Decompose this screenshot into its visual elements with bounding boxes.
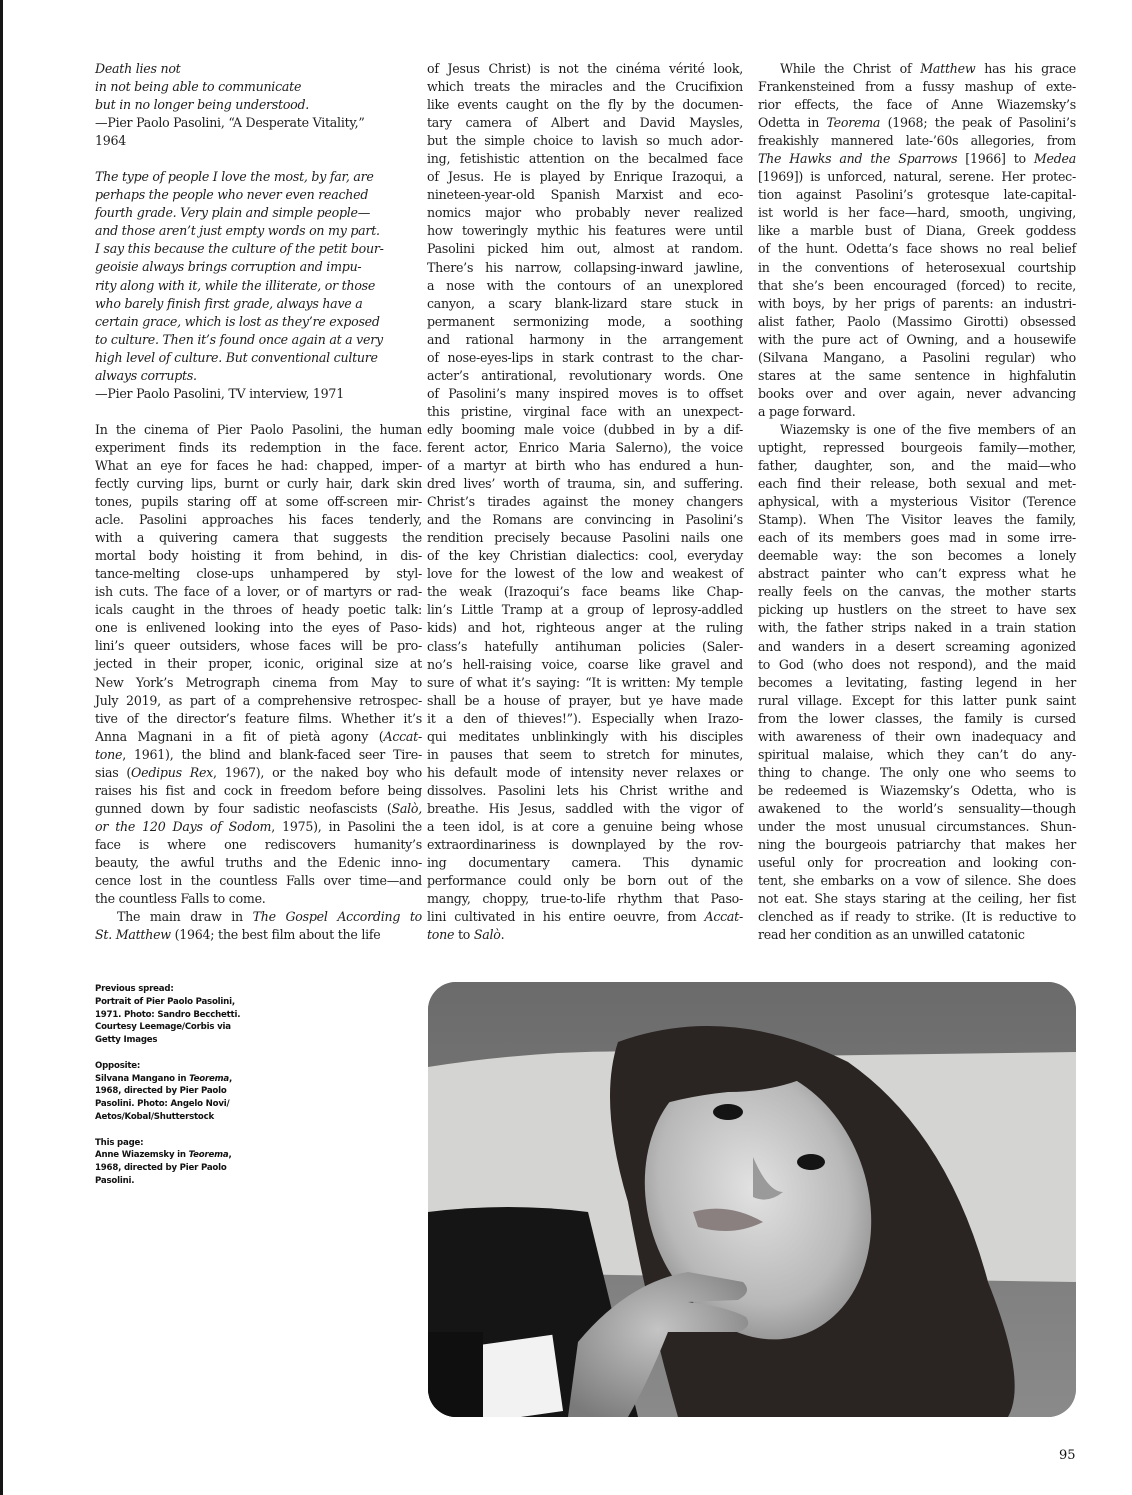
text-line: under the most unusual circumstances. Shun- [758,818,1076,834]
page-edge-rule [0,0,3,1495]
text-line: how toweringly mythic his features were until [427,223,743,239]
text-line: that she’s been encouraged (forced) to recite, [758,277,1076,293]
text-line: of nose-eyes-lips in stark contrast to the char- [427,349,743,365]
text-line: The Hawks and the Sparrows [1966] to Medea [758,151,1076,167]
text-line: no’s hell-raising voice, coarse like gravel and [427,656,743,672]
text-line: sure of what it’s saying: “It is written: My temple [427,674,743,690]
text-line: ist world is her face—hard, smooth, ungiving, [758,205,1076,221]
text-line: tent, she embarks on a vow of silence. She does [758,873,1076,889]
text-line: be redeemed is Wiazemsky’s Odetta, who is [758,782,1076,798]
text-line: always corrupts. [95,367,197,383]
text-line: books over and over again, never advancing [758,385,1076,401]
text-line: not eat. She stays staring at the ceiling, her fist [758,891,1076,907]
paragraph [427,60,743,944]
text-line: his default mode of intensity never relaxes or [427,764,743,780]
text-line: There’s his narrow, collapsing-inward jawline, [427,259,743,275]
text-line: like events caught on the fly by the documen- [427,97,743,113]
text-line: aphysical, with a mysterious Visitor (Terence [758,494,1076,510]
text-line: tion against Pasolini’s grotesque late-capital- [758,187,1076,203]
text-line: with boys, by her prigs of parents: an industri- [758,295,1076,311]
text-line: tone, 1961), the blind and blank-faced seer Tire- [95,746,422,762]
text-line: Stamp). When The Visitor leaves the family, [758,512,1076,528]
text-line: each find their release, both sexual and met- [758,476,1076,492]
text-line: awakened to the world’s sensuality—though [758,800,1076,816]
text-line: tary camera of Albert and David Maysles, [427,115,743,131]
text-line: with awareness of their own inadequacy and [758,728,1076,744]
text-line: Wiazemsky is one of the five members of an [780,421,1076,437]
text-line: New York’s Metrograph cinema from May to [95,674,422,690]
text-line: acle. Pasolini approaches his faces tenderly, [95,512,422,528]
article-column-1 [95,60,422,944]
text-line: tone to Salò. [427,927,505,943]
text-line: geoisie always brings corruption and impu- [95,259,362,275]
text-line: beauty, the awful truths and the Edenic inno- [95,854,422,870]
text-line: to God (who does not respond), and the maid [758,656,1076,672]
text-line: —Pier Paolo Pasolini, TV interview, 1971 [95,385,344,401]
text-line: Anna Magnani in a fit of pietà agony (Accat- [95,728,422,744]
caption-line: 1971. Photo: Sandro Becchetti. [95,1009,241,1020]
text-line: uptight, repressed bourgeois family—mother, [758,439,1076,455]
text-line: kids) and hot, righteous anger at the ruling [427,620,743,636]
text-line: face is where one rediscovers humanity’s [95,836,422,852]
text-line: of Jesus Christ) is not the cinéma vérité look, [427,61,743,76]
text-line: fourth grade. Very plain and simple people— [95,205,371,221]
article-column-2 [427,60,743,944]
caption-line: 1968, directed by Pier Paolo [95,1086,227,1097]
text-line: rural village. Except for this latter punk saint [758,692,1076,708]
text-line: The type of people I love the most, by far, are [95,169,374,185]
text-line: What an eye for faces he had: chapped, imper- [95,457,422,473]
text-line: nineteen-year-old Spanish Marxist and eco- [427,187,743,203]
text-line: who barely finish first grade, always have a [95,295,363,311]
text-line: canyon, a scary blank-lizard stare stuck in [427,295,743,311]
text-line: lin’s Little Tramp at a group of leprosy-addled [427,602,743,618]
text-line: sias (Oedipus Rex, 1967), or the naked boy who [95,764,422,780]
text-line: ning the bourgeois patriarchy that makes her [758,837,1076,853]
text-line: picking up hustlers on the street to have sex [758,602,1076,618]
text-line: thing to change. The only one who seems to [758,764,1076,780]
text-line: experiment finds its redemption in the face. [95,439,422,455]
text-line: read her condition as an unwilled catatonic [758,927,1025,943]
text-line: one is enlivened looking into the eyes of Paso- [95,620,422,636]
text-line: rity along with it, while the illiterate, or those [95,277,376,293]
text-line: really feels on the canvas, the mother starts [758,584,1076,600]
text-line: useful only for procreation and looking con- [758,855,1076,871]
text-line: this pristine, virginal face with an unexpect- [427,403,743,419]
text-line: deemable way: the son becomes a lonely [758,548,1076,564]
text-line: While the Christ of Matthew has his grace [780,61,1076,76]
caption-label: Opposite: [95,1060,141,1071]
text-line: St. Matthew (1964; the best film about the life [95,927,381,943]
paragraph [95,908,422,944]
text-line: gunned down by four sadistic neofascists (Salò, [95,800,422,816]
text-line: tones, pupils staring off at some off-screen mir- [95,494,422,510]
text-line: in the conventions of heterosexual courtship [758,259,1076,275]
text-line: and wanders in a desert screaming agonized [758,638,1076,654]
text-line: abstract painter who can’t express what he [758,566,1076,582]
text-line: from the lower classes, the family is cursed [758,710,1076,726]
text-line: breathe. His Jesus, saddled with the vigor of [427,800,743,816]
film-still-illustration [428,982,1076,1417]
paragraph [758,421,1076,944]
text-line: a page forward. [758,403,856,419]
text-line: icals caught in the throes of heady poetic talk: [95,602,422,618]
text-line: the countless Falls to come. [95,891,266,907]
photo-captions [95,983,275,1201]
text-line: alist father, Paolo (Massimo Girotti) obsessed [758,313,1076,329]
text-line: I say this because the culture of the petit bour- [95,241,384,257]
text-line: of Pasolini’s many inspired moves is to offset [427,385,743,401]
text-line: of Jesus. He is played by Enrique Irazoqui, a [427,169,743,185]
text-line: in pauses that seem to stretch for minutes, [427,746,743,762]
text-line: lini’s queer outsiders, whose faces will be pro- [95,638,422,654]
text-line: or the 120 Days of Sodom, 1975), in Pasolini the [95,818,422,834]
epigraph [95,168,422,403]
paragraph-gap [95,150,422,168]
text-line: rior effects, the face of Anne Wiazemsky’s [758,97,1076,113]
text-line: —Pier Paolo Pasolini, “A Desperate Vitality,” [95,115,365,131]
text-line: nomics major who probably never realized [427,205,743,221]
text-line: with, the father strips naked in a train station [758,620,1076,636]
text-line: certain grace, which is lost as they’re exposed [95,313,380,329]
text-line: stares at the same sentence in highfalutin [758,367,1076,383]
sleeve [428,1332,483,1417]
caption-label: Previous spread: [95,984,174,994]
text-line: becomes a levitating, fasting legend in her [758,674,1076,690]
text-line: ish cuts. The face of a lover, or of martyrs or rad- [95,584,422,600]
text-line: Death lies not [95,61,181,76]
text-line: a nose with the contours of an unexplored [427,277,743,293]
text-line: cence lost in the countless Falls over time—and [95,873,422,889]
text-line: like a marble bust of Diana, Greek goddess [758,223,1076,239]
text-line: permanent sermonizing mode, a soothing [427,313,743,329]
text-line: perhaps the people who never even reached [95,187,369,203]
text-line: dred lives’ worth of trauma, sin, and suffering. [427,476,743,492]
text-line: love for the lowest of the low and weakest of [427,566,743,582]
text-line: freakishly mannered late-’60s allegories, from [758,133,1076,149]
text-line: Odetta in Teorema (1968; the peak of Pasolini’s [758,115,1076,131]
text-line: mangy, choppy, true-to-life rhythm that Paso- [427,891,743,907]
text-line: but the simple choice to lavish so much ador- [427,133,743,149]
text-line: father, daughter, son, and the maid—who [758,458,1076,474]
caption-line: Silvana Mangano in Teorema, [95,1073,233,1084]
text-line: of the hunt. Odetta’s face shows no real belief [758,241,1076,257]
text-line: [1969]) is unforced, natural, serene. Her protec- [758,169,1076,185]
text-line: and rational harmony in the arrangement [427,331,743,347]
caption-line: Courtesy Leemage/Corbis via [95,1022,231,1033]
text-line: acter’s antirational, revolutionary words. One [427,367,743,383]
right-eye [797,1154,825,1170]
text-line: and those aren’t just empty words on my part. [95,223,380,239]
text-line: raises his fist and cock in freedom before being [95,782,422,798]
caption-line: 1968, directed by Pier Paolo [95,1163,227,1174]
text-line: (Silvana Mangano, a Pasolini regular) who [758,349,1076,365]
text-line: to culture. Then it’s found once again at a very [95,331,383,347]
text-line: edly booming male voice (dubbed in by a dif- [427,421,743,437]
text-line: performance could only be born out of the [427,873,743,889]
text-line: fectly curving lips, burnt or curly hair, dark skin [95,475,422,491]
text-line: jected in their proper, iconic, original size at [95,656,422,672]
caption-line: Pasolini. [95,1175,135,1186]
paragraph [758,60,1076,421]
text-line: with the pure act of Owning, and a housewife [758,331,1076,347]
caption-line: Aetos/Kobal/Shutterstock [95,1111,215,1122]
shirt-cuff [473,1335,563,1417]
text-line: shall be a house of prayer, but ye have made [427,692,743,708]
text-line: 1964 [95,133,127,149]
text-line: class’s hatefully antihuman policies (Saler- [427,638,743,654]
text-line: rendition precisely because Pasolini nails one [427,530,743,546]
caption-label: This page: [95,1137,144,1148]
text-line: tive of the director’s feature films. Whether it’s [95,710,422,726]
text-line: with a quivering camera that suggests the [95,530,422,546]
text-line: tance-melting close-ups unhampered by styl- [95,566,422,582]
caption-block [95,1137,275,1188]
paragraph [95,421,422,908]
text-line: and the Romans are convincing in Pasolini’s [427,512,743,528]
text-line: it a den of thieves!”). Especially when Irazo- [427,710,743,726]
page-number: 95 [1059,1448,1076,1463]
caption-block [95,1060,275,1124]
text-line: each of its members goes mad in some irre- [758,530,1076,546]
text-line: ing, fetishistic attention on the becalmed face [427,151,743,167]
caption-line: Anne Wiazemsky in Teorema, [95,1150,232,1161]
text-line: clenched as if ready to strike. (It is reductive to [758,909,1076,925]
text-line: but in no longer being understood. [95,97,310,113]
text-line: lini cultivated in his entire oeuvre, from Accat- [427,909,743,925]
text-line: dissolves. Pasolini lets his Christ writhe and [427,782,743,798]
text-line: spiritual malaise, which they can’t do any- [758,746,1076,762]
text-line: Christ’s tirades against the money changers [427,494,743,510]
text-line: July 2019, as part of a comprehensive retrospec- [95,692,422,708]
text-line: qui meditates unblinkingly with his disciples [427,728,743,744]
text-line: in not being able to communicate [95,79,302,95]
text-line: Pasolini picked him out, almost at random. [427,241,743,257]
text-line: extraordinariness is downplayed by the rov- [427,837,743,853]
text-line: which treats the miracles and the Crucifixion [427,79,743,95]
article-column-3 [758,60,1076,944]
caption-line: Pasolini. Photo: Angelo Novi/ [95,1099,230,1110]
film-still-photo [428,982,1076,1417]
text-line: Frankensteined from a fussy mashup of exte- [758,79,1076,95]
left-eye [713,1104,743,1120]
caption-line: Portrait of Pier Paolo Pasolini, [95,996,235,1007]
text-line: In the cinema of Pier Paolo Pasolini, the human [95,421,422,437]
text-line: high level of culture. But conventional culture [95,349,378,365]
text-line: of the key Christian dialectics: cool, everyday [427,548,743,564]
text-line: a teen idol, is at core a genuine being whose [427,818,743,834]
caption-line: Getty Images [95,1035,158,1046]
text-line: of a martyr at birth who has endured a hun- [427,458,743,474]
text-line: mortal body hoisting it from behind, in dis- [95,548,422,564]
caption-block [95,983,275,1047]
text-line: The main draw in The Gospel According to [117,909,422,925]
text-line: the weak (Irazoqui’s face beams like Chap- [427,584,743,600]
paragraph-gap [95,403,422,421]
text-line: ferent actor, Enrico Maria Salerno), the voice [427,439,743,455]
text-line: ing documentary camera. This dynamic [427,855,743,871]
epigraph [95,60,422,150]
